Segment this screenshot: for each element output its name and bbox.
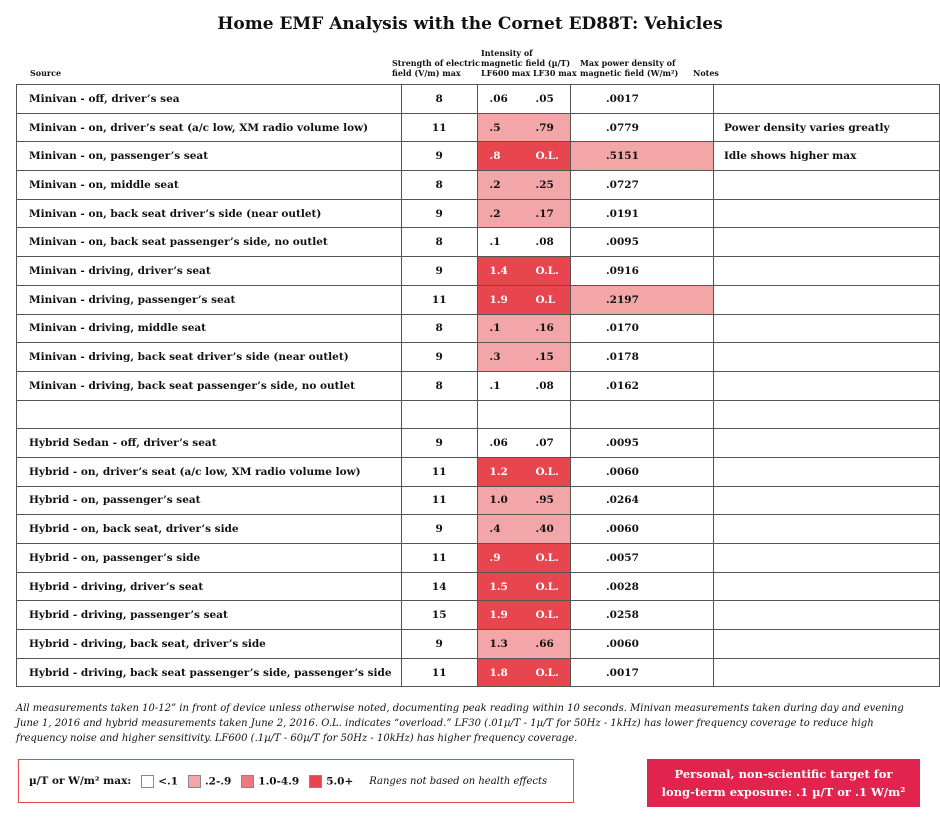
notes-cell [713, 457, 939, 486]
power-density-cell: .0095 [571, 429, 714, 458]
lf30-value: O.L. [535, 666, 559, 679]
power-density-cell: .0916 [571, 257, 714, 286]
power-density-cell: .0060 [571, 630, 714, 659]
source-cell: Minivan - on, driver’s seat (a/c low, XM radio volume low) [17, 113, 402, 142]
lf30-value: O.L [535, 293, 556, 306]
source-cell: Hybrid - on, back seat, driver’s side [17, 515, 402, 544]
notes-cell [713, 400, 939, 429]
power-density-cell: .0060 [571, 457, 714, 486]
lf600-value: 1.0 [489, 494, 508, 507]
lf600-value: 1.9 [489, 293, 508, 306]
table-row [17, 171, 940, 200]
magnetic-field-cell [477, 371, 570, 400]
table-row [17, 486, 940, 515]
notes-cell [713, 630, 939, 659]
lf30-value: O.L. [535, 580, 559, 593]
notes-cell [713, 171, 939, 200]
lf600-value: 1.5 [489, 580, 508, 593]
electric-field-cell: 11 [401, 113, 477, 142]
power-density-cell: .5151 [571, 142, 714, 171]
lf600-value: .06 [489, 92, 508, 105]
lf30-value: .25 [535, 178, 554, 191]
lf600-value: 1.3 [489, 637, 508, 650]
table-row [17, 544, 940, 573]
lf600-value: .1 [489, 322, 501, 335]
lf600-value: 1.2 [489, 465, 508, 478]
source-cell: Hybrid Sedan - off, driver’s seat [17, 429, 402, 458]
magnetic-field-cell [477, 400, 570, 429]
notes-cell [713, 515, 939, 544]
lf30-value: O.L. [535, 150, 559, 163]
source-cell: Hybrid - driving, driver’s seat [17, 572, 402, 601]
magnetic-field-cell [477, 343, 570, 372]
magnetic-field-cell [477, 658, 570, 687]
power-density-cell: .0779 [571, 113, 714, 142]
table-row [17, 400, 940, 429]
magnetic-field-cell [477, 285, 570, 314]
notes-cell: Power density varies greatly [713, 113, 939, 142]
page-title: Home EMF Analysis with the Cornet ED88T: Vehicles [217, 14, 723, 34]
notes-cell [713, 285, 939, 314]
table-row [17, 285, 940, 314]
power-density-cell: .0057 [571, 544, 714, 573]
header-source: Source [30, 68, 62, 78]
source-cell: Hybrid - on, driver’s seat (a/c low, XM radio volume low) [17, 457, 402, 486]
lf30-value: .79 [535, 121, 554, 134]
table-row [17, 601, 940, 630]
measurement-table [16, 84, 940, 687]
power-density-cell: .2197 [571, 285, 714, 314]
magnetic-field-cell [477, 85, 570, 114]
source-cell: Minivan - on, passenger’s seat [17, 142, 402, 171]
source-cell: Minivan - driving, passenger’s seat [17, 285, 402, 314]
power-density-cell: .0727 [571, 171, 714, 200]
lf600-value: .4 [489, 523, 501, 536]
magnetic-field-cell [477, 171, 570, 200]
magnetic-field-cell [477, 429, 570, 458]
table-row [17, 257, 940, 286]
header-electric: Strength of electric field (V/m) max [392, 58, 480, 78]
notes-cell [713, 199, 939, 228]
electric-field-cell: 9 [401, 142, 477, 171]
source-cell: Minivan - driving, back seat passenger’s side, no outlet [17, 371, 402, 400]
magnetic-field-cell [477, 572, 570, 601]
table-row [17, 343, 940, 372]
magnetic-field-cell [477, 457, 570, 486]
electric-field-cell: 9 [401, 515, 477, 544]
table-row [17, 429, 940, 458]
table-row [17, 371, 940, 400]
legend [18, 759, 574, 803]
notes-cell [713, 314, 939, 343]
lf30-value: .15 [535, 351, 554, 364]
power-density-cell: .0095 [571, 228, 714, 257]
lf600-value: .8 [489, 150, 501, 163]
electric-field-cell: 11 [401, 486, 477, 515]
notes-cell [713, 572, 939, 601]
legend-swatch [141, 775, 154, 788]
notes-cell [713, 85, 939, 114]
source-cell [17, 400, 402, 429]
notes-cell [713, 371, 939, 400]
source-cell: Hybrid - on, passenger’s side [17, 544, 402, 573]
lf600-value: .1 [489, 236, 501, 249]
source-cell: Hybrid - driving, back seat, driver’s side [17, 630, 402, 659]
notes-cell [713, 658, 939, 687]
electric-field-cell: 9 [401, 429, 477, 458]
magnetic-field-cell [477, 228, 570, 257]
source-cell: Minivan - on, back seat passenger’s side, no outlet [17, 228, 402, 257]
source-cell: Hybrid - driving, passenger’s seat [17, 601, 402, 630]
power-density-cell: .0178 [571, 343, 714, 372]
electric-field-cell: 8 [401, 171, 477, 200]
lf30-value: .08 [535, 379, 554, 392]
electric-field-cell: 11 [401, 285, 477, 314]
lf600-value: .2 [489, 207, 501, 220]
header-power: Max power density of magnetic field (W/m²) [580, 58, 679, 78]
table-row [17, 85, 940, 114]
notes-cell [713, 257, 939, 286]
lf30-value: .17 [535, 207, 554, 220]
electric-field-cell: 11 [401, 658, 477, 687]
lf600-value: 1.8 [489, 666, 508, 679]
lf30-value: .40 [535, 523, 554, 536]
lf600-value: .5 [489, 121, 501, 134]
lf30-value: O.L. [535, 609, 559, 622]
legend-label: µ/T or W/m² max: [29, 775, 132, 787]
lf30-value: .08 [535, 236, 554, 249]
source-cell: Minivan - driving, back seat driver’s side (near outlet) [17, 343, 402, 372]
power-density-cell: .0170 [571, 314, 714, 343]
power-density-cell: .0258 [571, 601, 714, 630]
table-row [17, 515, 940, 544]
legend-range: .2-.9 [205, 775, 232, 787]
lf30-value: O.L. [535, 465, 559, 478]
lf30-value: .07 [535, 437, 554, 450]
magnetic-field-cell [477, 486, 570, 515]
power-density-cell: .0017 [571, 658, 714, 687]
electric-field-cell: 8 [401, 228, 477, 257]
lf600-value: .3 [489, 351, 501, 364]
lf600-value: 1.4 [489, 264, 508, 277]
source-cell: Minivan - off, driver’s sea [17, 85, 402, 114]
lf30-value: O.L. [535, 551, 559, 564]
notes-cell [713, 343, 939, 372]
lf30-value: .16 [535, 322, 554, 335]
lf600-value: 1.9 [489, 609, 508, 622]
header-notes: Notes [693, 68, 719, 78]
source-cell: Minivan - driving, middle seat [17, 314, 402, 343]
lf600-value: .2 [489, 178, 501, 191]
power-density-cell: .0060 [571, 515, 714, 544]
table-row [17, 228, 940, 257]
notes-cell [713, 486, 939, 515]
lf600-value: .9 [489, 551, 501, 564]
power-density-cell: .0162 [571, 371, 714, 400]
table-row [17, 630, 940, 659]
lf30-value: .05 [535, 92, 554, 105]
legend-range: <.1 [158, 775, 178, 787]
electric-field-cell: 9 [401, 199, 477, 228]
electric-field-cell: 11 [401, 457, 477, 486]
lf600-value: .06 [489, 437, 508, 450]
electric-field-cell [401, 400, 477, 429]
legend-note: Ranges not based on health effects [369, 775, 548, 787]
legend-swatch [241, 775, 254, 788]
table-row [17, 314, 940, 343]
electric-field-cell: 9 [401, 630, 477, 659]
electric-field-cell: 11 [401, 544, 477, 573]
power-density-cell: .0028 [571, 572, 714, 601]
power-density-cell [571, 400, 714, 429]
magnetic-field-cell [477, 257, 570, 286]
magnetic-field-cell [477, 515, 570, 544]
notes-cell [713, 601, 939, 630]
power-density-cell: .0017 [571, 85, 714, 114]
table-row [17, 457, 940, 486]
magnetic-field-cell [477, 142, 570, 171]
lf30-value: .95 [535, 494, 554, 507]
table-row [17, 199, 940, 228]
power-density-cell: .0264 [571, 486, 714, 515]
notes-cell [713, 228, 939, 257]
legend-range: 5.0+ [326, 775, 354, 787]
notes-cell [713, 544, 939, 573]
lf600-value: .1 [489, 379, 501, 392]
electric-field-cell: 9 [401, 257, 477, 286]
table-row [17, 658, 940, 687]
electric-field-cell: 9 [401, 343, 477, 372]
legend-range: 1.0-4.9 [258, 775, 300, 787]
source-cell: Minivan - on, middle seat [17, 171, 402, 200]
source-cell: Minivan - on, back seat driver’s side (near outlet) [17, 199, 402, 228]
magnetic-field-cell [477, 544, 570, 573]
exposure-target-banner: Personal, non-scientific target for long-term exposure: .1 µ/T or .1 W/m² [647, 759, 920, 807]
legend-swatch [309, 775, 322, 788]
magnetic-field-cell [477, 630, 570, 659]
notes-cell: Idle shows higher max [713, 142, 939, 171]
legend-swatch [188, 775, 201, 788]
source-cell: Hybrid - on, passenger’s seat [17, 486, 402, 515]
table-row [17, 113, 940, 142]
magnetic-field-cell [477, 199, 570, 228]
electric-field-cell: 15 [401, 601, 477, 630]
lf30-value: O.L. [535, 264, 559, 277]
power-density-cell: .0191 [571, 199, 714, 228]
table-row [17, 142, 940, 171]
magnetic-field-cell [477, 601, 570, 630]
magnetic-field-cell [477, 314, 570, 343]
source-cell: Minivan - driving, driver’s seat [17, 257, 402, 286]
electric-field-cell: 8 [401, 85, 477, 114]
electric-field-cell: 8 [401, 371, 477, 400]
header-magnetic: Intensity of magnetic field (µ/T) LF600 max LF30 max [481, 48, 577, 78]
source-cell: Hybrid - driving, back seat passenger’s side, passenger’s side [17, 658, 402, 687]
table-row [17, 572, 940, 601]
notes-cell [713, 429, 939, 458]
electric-field-cell: 8 [401, 314, 477, 343]
footnote: All measurements taken 10-12” in front of device unless otherwise noted, documenting peak reading within 10 seconds. Minivan measurements taken during day and evening June 1, 2016 and hybrid measurements taken June 2, 2016. O.L. indicates “overload.” LF30 (.01µ/T - 1µ/T for 50Hz - 1kHz) has lower frequency coverage to reduce high frequency noise and higher sensitivity. LF600 (.1µ/T - 60µ/T for 50Hz - 10kHz) has higher frequency coverage. [16, 703, 904, 744]
lf30-value: .66 [535, 637, 554, 650]
electric-field-cell: 14 [401, 572, 477, 601]
magnetic-field-cell [477, 113, 570, 142]
